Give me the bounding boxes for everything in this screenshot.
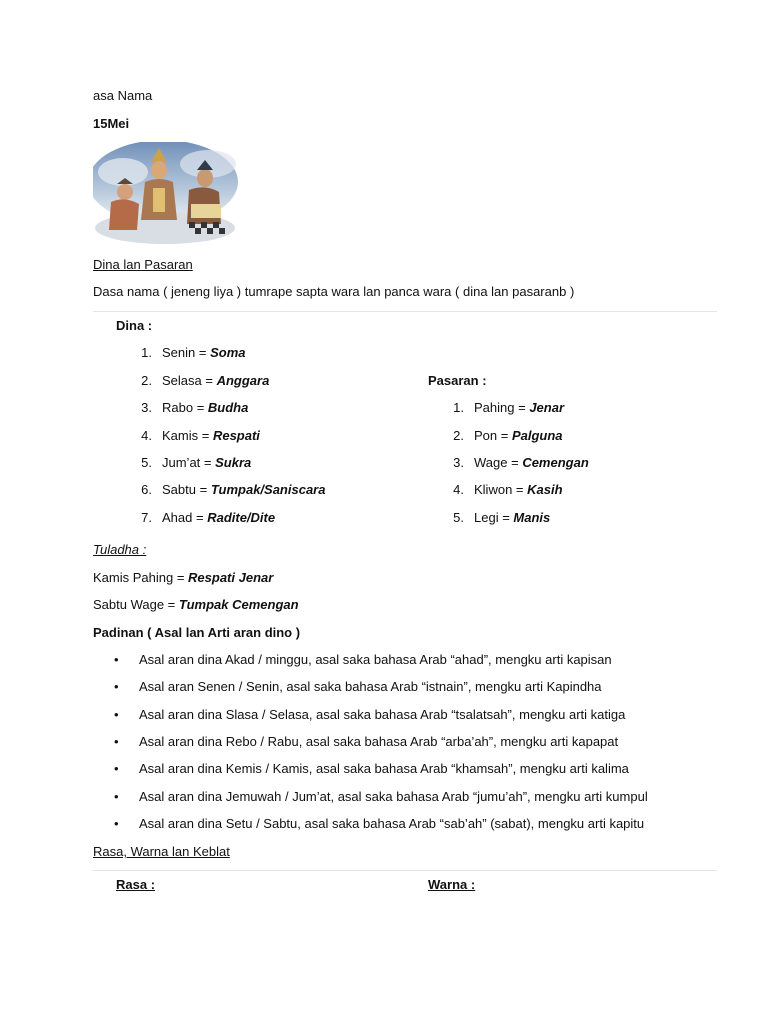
bullet-icon: • [114,789,119,804]
pasaran-item: 1. Pahing = Jenar [453,400,565,415]
pasaran-item: 3. Wage = Cemengan [453,455,589,470]
pasaran-item: 5. Legi = Manis [453,510,551,525]
pasaran-item: 4. Kliwon = Kasih [453,482,563,497]
bullet-icon: • [114,679,119,694]
padinan-heading: Padinan ( Asal lan Arti aran dino ) [93,625,301,640]
bullet-icon: • [114,734,119,749]
tuladha-heading: Tuladha : [93,542,147,557]
section-heading-dina-pasaran: Dina lan Pasaran [93,257,193,272]
rasa-label: Rasa : [116,877,156,892]
dina-label: Dina : [116,318,153,333]
document-page: asa Nama 15Mei Dina lan Pasaran Dasa nama ( jeneng liya ) tumrape sapta wara lan panca wara ( dina lan pasaranb ) Dina : 1. Senin = Soma 2. Selasa = Anggara 3. Rabo = Budha 4. Kamis = Respati 5. Jum’at = Sukra 6. Sabtu = Tumpak/Saniscara 7. Ahad = Radite/Dite Pasaran : 1. Pahing = Jenar 2. Pon = Palguna 3. Wage = Cemengan 4. Kliwon = Kasih 5. Legi = Manis Tuladha : Kamis Pahing = Respati Jenar Sabtu Wage = Tumpak Cemengan Padinan ( Asal lan Arti aran dino ) • Asal aran dina Akad / minggu, asal saka bahasa Arab “ahad”, mengku arti kapisan • Asal aran Senen / Senin, asal saka bahasa Arab “istnain”, mengku arti Kapindha • Asal aran dina Slasa / Selasa, asal saka bahasa Arab “tsalatsah”, mengku arti katiga • Asal aran dina Rebo / Rabu, asal saka bahasa Arab “arba’ah”, mengku arti kapapat • Asal aran dina Kemis / Kamis, asal saka bahasa Arab “khamsah”, mengku arti kalima • Asal aran dina Jemuwah / Jum’at, asal saka bahasa Arab “jumu’ah”, mengku arti kumpul • Asal aran dina Setu / Sabtu, asal saka bahasa Arab “sab’ah” (sabat), mengku arti kapitu Rasa, Warna lan Keblat Rasa : Warna : [0,0,768,1024]
bullet-icon: • [114,707,119,722]
dina-item: 2. Selasa = Anggara [141,373,270,388]
section-intro: Dasa nama ( jeneng liya ) tumrape sapta wara lan panca wara ( dina lan pasaranb ) [93,284,575,299]
dina-item: 6. Sabtu = Tumpak/Saniscara [141,482,326,497]
doc-date: 15Mei [93,116,130,131]
dina-item: 7. Ahad = Radite/Dite [141,510,276,525]
bullet-icon: • [114,652,119,667]
pasaran-item: 2. Pon = Palguna [453,428,563,443]
dina-item: 3. Rabo = Budha [141,400,249,415]
table-top-rule [93,870,717,871]
table-top-rule [93,311,717,312]
tuladha-example: Kamis Pahing = Respati Jenar [93,570,274,585]
warna-label: Warna : [428,877,476,892]
doc-title: asa Nama [93,88,153,103]
bullet-icon: • [114,816,119,831]
wayang-illustration [93,142,238,246]
pasaran-label: Pasaran : [428,373,487,388]
dina-item: 5. Jum’at = Sukra [141,455,252,470]
section-heading-rasa-warna: Rasa, Warna lan Keblat [93,844,230,859]
tuladha-example: Sabtu Wage = Tumpak Cemengan [93,597,299,612]
bullet-icon: • [114,761,119,776]
dina-item: 1. Senin = Soma [141,345,246,360]
dina-item: 4. Kamis = Respati [141,428,260,443]
